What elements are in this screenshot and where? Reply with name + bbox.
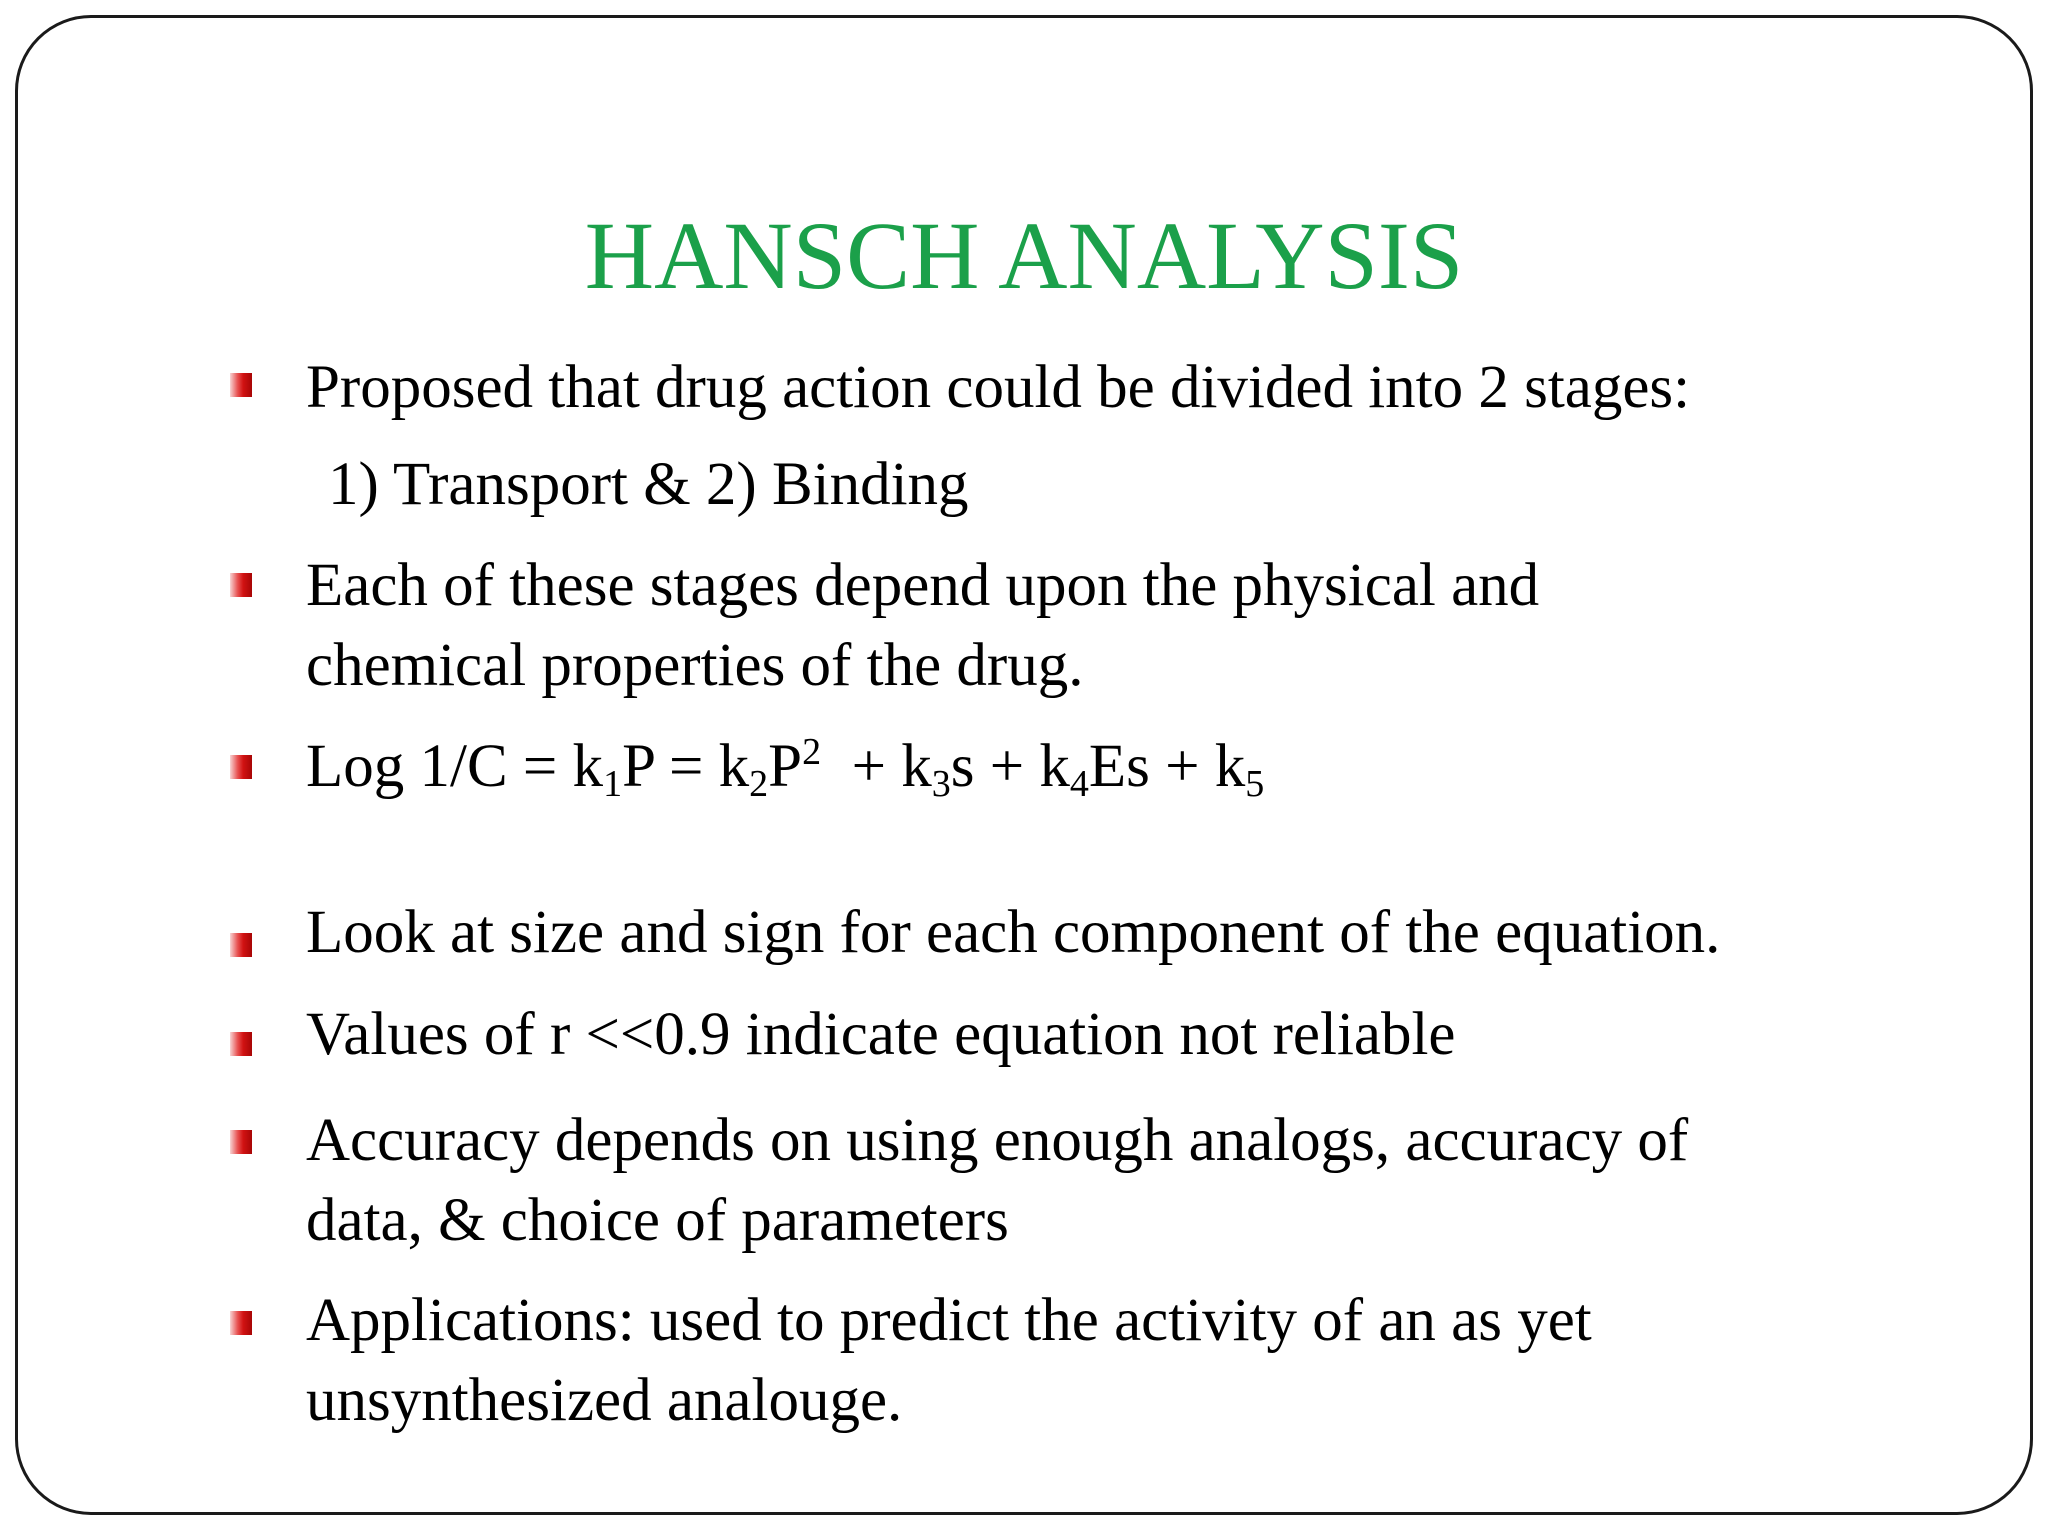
bullet-marker <box>230 933 252 957</box>
bullet-text: unsynthesized analouge. <box>306 1367 903 1434</box>
equation-part: P = k <box>622 733 750 800</box>
slide-frame <box>15 15 2033 1515</box>
bullet-text: Look at size and sign for each component of the equation. <box>306 899 1721 966</box>
equation-subscript: 1 <box>603 763 623 805</box>
equation-part: s + k <box>950 733 1070 800</box>
bullet-text: data, & choice of parameters <box>306 1187 1009 1254</box>
bullet-text: Values of r <<0.9 indicate equation not reliable <box>306 1001 1456 1068</box>
bullet-marker <box>230 1311 252 1335</box>
equation-superscript: 2 <box>802 731 822 773</box>
bullet-marker <box>230 373 252 397</box>
bullet-marker <box>230 755 252 779</box>
equation-subscript: 3 <box>931 763 951 805</box>
bullet-text: chemical properties of the drug. <box>306 632 1084 699</box>
bullet-marker <box>230 1130 252 1154</box>
bullet-text: Each of these stages depend upon the physical and <box>306 552 1540 619</box>
bullet-text: Applications: used to predict the activity of an as yet <box>306 1287 1592 1354</box>
sub-item-text: 1) Transport & 2) Binding <box>328 451 969 518</box>
equation-subscript: 2 <box>749 763 769 805</box>
equation-part: Log 1/C = k <box>306 733 604 800</box>
bullet-text: Proposed that drug action could be divided into 2 stages: <box>306 354 1691 421</box>
equation-text <box>306 726 1264 807</box>
slide-title: HANSCH ANALYSIS <box>584 202 1464 309</box>
equation-part: + k <box>821 733 932 800</box>
equation-subscript: 4 <box>1069 763 1089 805</box>
equation-part: P <box>768 733 803 800</box>
bullet-text: Accuracy depends on using enough analogs, accuracy of <box>306 1107 1689 1174</box>
equation-part: Es + k <box>1088 733 1246 800</box>
bullet-marker <box>230 573 252 597</box>
equation-subscript: 5 <box>1245 763 1265 805</box>
bullet-marker <box>230 1032 252 1056</box>
